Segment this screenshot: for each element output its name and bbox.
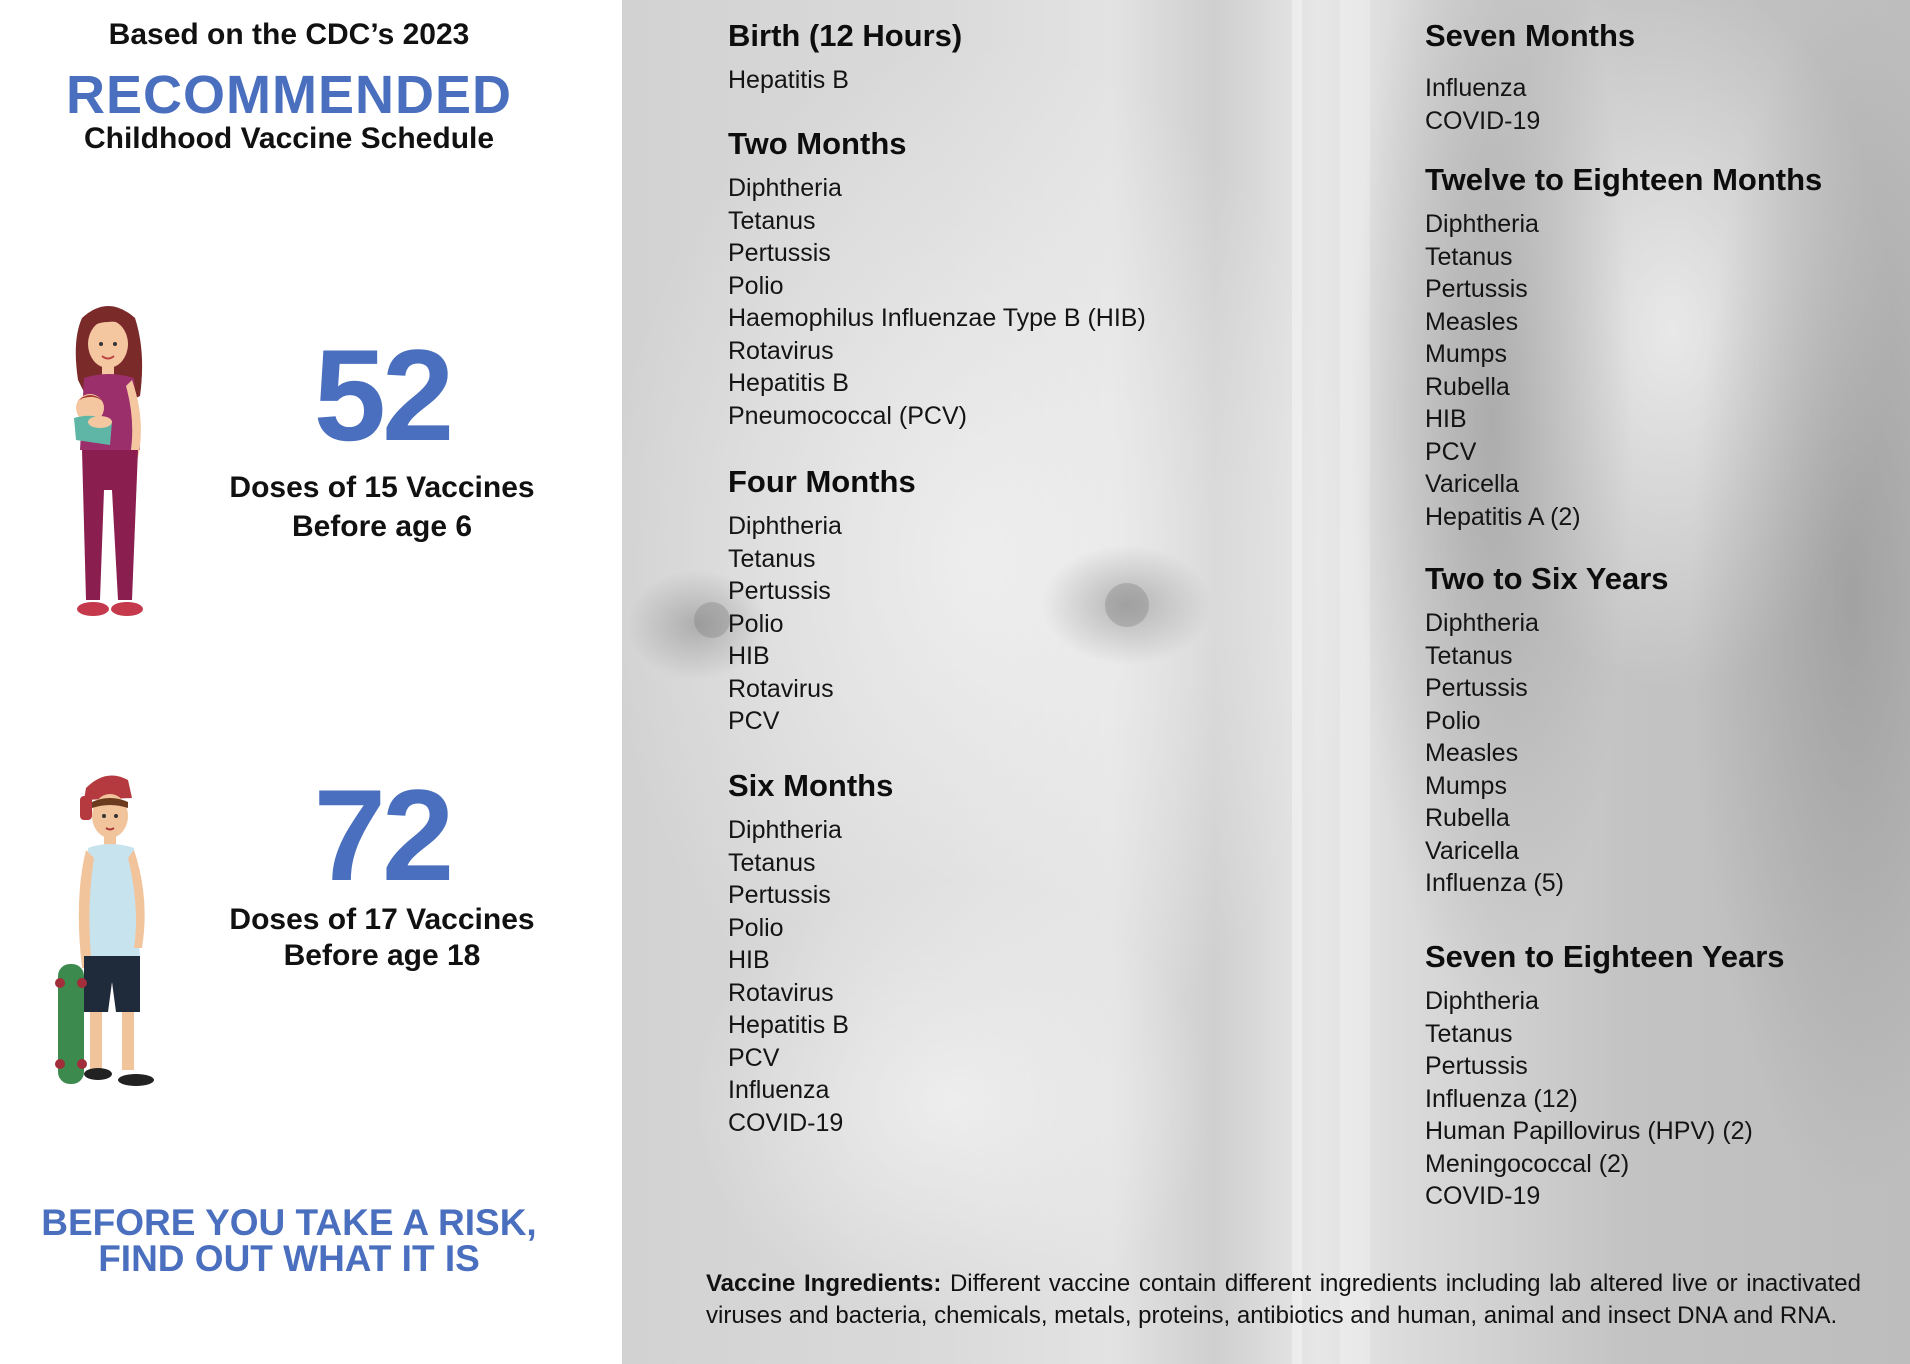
vaccine-item: COVID-19 — [1425, 1182, 1541, 1210]
vaccine-item: Diphtheria — [1425, 987, 1539, 1015]
vaccine-item: Diphtheria — [1425, 609, 1539, 637]
section-birth — [728, 18, 962, 97]
section-title: Birth (12 Hours) — [728, 18, 963, 53]
section-title: Four Months — [728, 464, 916, 499]
vaccine-item: Pneumococcal (PCV) — [728, 401, 967, 430]
vaccine-list — [1425, 985, 1785, 1213]
vaccine-item: Diphtheria — [1425, 210, 1539, 238]
vaccine-item: Influenza — [1425, 74, 1527, 102]
vaccine-item: Hepatitis B — [728, 66, 849, 94]
section-title: Seven to Eighteen Years — [1425, 939, 1785, 974]
boy-with-skateboard-icon — [52, 768, 177, 1090]
woman-holding-baby-icon — [60, 300, 160, 625]
vaccine-item: Rubella — [1425, 372, 1510, 401]
stat-doses-age6-label — [182, 468, 582, 546]
vaccine-item: Varicella — [1425, 470, 1520, 498]
vaccine-item: Varicella — [1425, 836, 1520, 865]
vaccine-item: PCV — [1425, 437, 1477, 466]
footnote-text: Different vaccine contain different ingredients including lab altered live or inactivated viruses and bacteria, chemicals, metals, proteins, antibiotics and human, animal and insect DNA and RNA. — [706, 1270, 1861, 1329]
section-two-six-years — [1425, 561, 1669, 900]
stat-doses-age18-label — [182, 902, 582, 974]
section-title: Two to Six Years — [1425, 561, 1669, 596]
vaccine-ingredients-note — [706, 1268, 1861, 1332]
vaccine-list — [1425, 607, 1669, 900]
vaccine-item: HIB — [728, 642, 770, 670]
vaccine-item: Pertussis — [728, 239, 831, 267]
footnote-label: Vaccine Ingredients: — [706, 1270, 942, 1297]
schedule-panel — [622, 0, 1910, 1364]
header-recommended: RECOMMENDED — [65, 65, 512, 125]
vaccine-item: Measles — [1425, 307, 1519, 336]
vaccine-item: Diphtheria — [728, 174, 842, 202]
vaccine-item: Pertussis — [1425, 275, 1528, 303]
vaccine-item: COVID-19 — [728, 1108, 844, 1137]
vaccine-item: Meningococcal (2) — [1425, 1149, 1630, 1178]
vaccine-item: Pertussis — [728, 881, 831, 909]
vaccine-item: Pertussis — [1425, 674, 1528, 702]
vaccine-item: Hepatitis A (2) — [1425, 502, 1581, 531]
vaccine-item: Tetanus — [1425, 242, 1513, 271]
vaccine-item: Rotavirus — [728, 336, 834, 365]
section-seven-eighteen-years — [1425, 939, 1785, 1213]
section-six-months — [728, 768, 893, 1139]
stat-doses-age18-number: 72 — [313, 762, 451, 908]
vaccine-item: Pertussis — [728, 577, 831, 605]
vaccine-list — [728, 510, 916, 738]
section-title: Seven Months — [1425, 18, 1636, 53]
section-four-months — [728, 464, 916, 738]
vaccine-item: Polio — [1425, 706, 1481, 735]
section-title: Twelve to Eighteen Months — [1425, 162, 1823, 197]
vaccine-item: HIB — [1425, 405, 1467, 433]
section-seven-months — [1425, 18, 1635, 137]
vaccine-item: Measles — [1425, 739, 1519, 767]
vaccine-item: Haemophilus Influenzae Type B (HIB) — [728, 304, 1146, 332]
vaccine-list — [728, 814, 893, 1139]
vaccine-item: Polio — [728, 271, 784, 300]
vaccine-list — [1425, 72, 1635, 137]
stat-doses-age6-number: 52 — [313, 322, 451, 468]
vaccine-item: Polio — [728, 609, 784, 638]
left-panel — [0, 0, 622, 1364]
slogan-line1: BEFORE YOU TAKE A RISK, — [41, 1202, 537, 1243]
stat-doses-age18-line1: Doses of 17 Vaccines — [229, 903, 535, 936]
section-title: Six Months — [728, 768, 894, 803]
vaccine-item: Influenza (5) — [1425, 869, 1564, 897]
vaccine-item: Mumps — [1425, 771, 1507, 800]
vaccine-item: Rotavirus — [728, 978, 834, 1007]
vaccine-item: PCV — [728, 1043, 780, 1072]
stat-doses-age18-line2: Before age 18 — [283, 939, 481, 972]
vaccine-item: Human Papillovirus (HPV) (2) — [1425, 1117, 1753, 1145]
vaccine-item: Tetanus — [1425, 1019, 1513, 1048]
slogan-line2: FIND OUT WHAT IT IS — [98, 1238, 480, 1279]
vaccine-item: Hepatitis B — [728, 1011, 849, 1039]
section-two-months — [728, 126, 1146, 432]
header-subtitle: Childhood Vaccine Schedule — [83, 122, 495, 155]
stat-doses-age6-line2: Before age 6 — [291, 510, 473, 543]
vaccine-item: Hepatitis B — [728, 369, 849, 397]
vaccine-item: Polio — [728, 913, 784, 942]
vaccine-item: Influenza (12) — [1425, 1084, 1578, 1113]
stat-doses-age6-line1: Doses of 15 Vaccines — [229, 471, 535, 504]
vaccine-item: Influenza — [728, 1076, 830, 1104]
vaccine-item: Rotavirus — [728, 674, 834, 703]
header-source: Based on the CDC’s 2023 — [108, 18, 470, 51]
vaccine-list — [1425, 208, 1822, 533]
vaccine-item: Tetanus — [728, 848, 816, 877]
section-twelve-eighteen-months — [1425, 162, 1822, 533]
vaccine-item: Mumps — [1425, 340, 1507, 368]
vaccine-item: Tetanus — [728, 206, 816, 235]
vaccine-item: Tetanus — [728, 544, 816, 573]
vaccine-list — [728, 172, 1146, 432]
vaccine-item: Diphtheria — [728, 512, 842, 540]
vaccine-item: Pertussis — [1425, 1052, 1528, 1080]
slogan — [0, 1202, 578, 1279]
vaccine-item: Rubella — [1425, 804, 1510, 832]
vaccine-list — [728, 64, 962, 97]
vaccine-item: Diphtheria — [728, 816, 842, 844]
vaccine-item: Tetanus — [1425, 641, 1513, 670]
vaccine-item: HIB — [728, 946, 770, 974]
vaccine-item: COVID-19 — [1425, 106, 1541, 135]
section-title: Two Months — [728, 126, 907, 161]
vaccine-item: PCV — [728, 707, 780, 735]
